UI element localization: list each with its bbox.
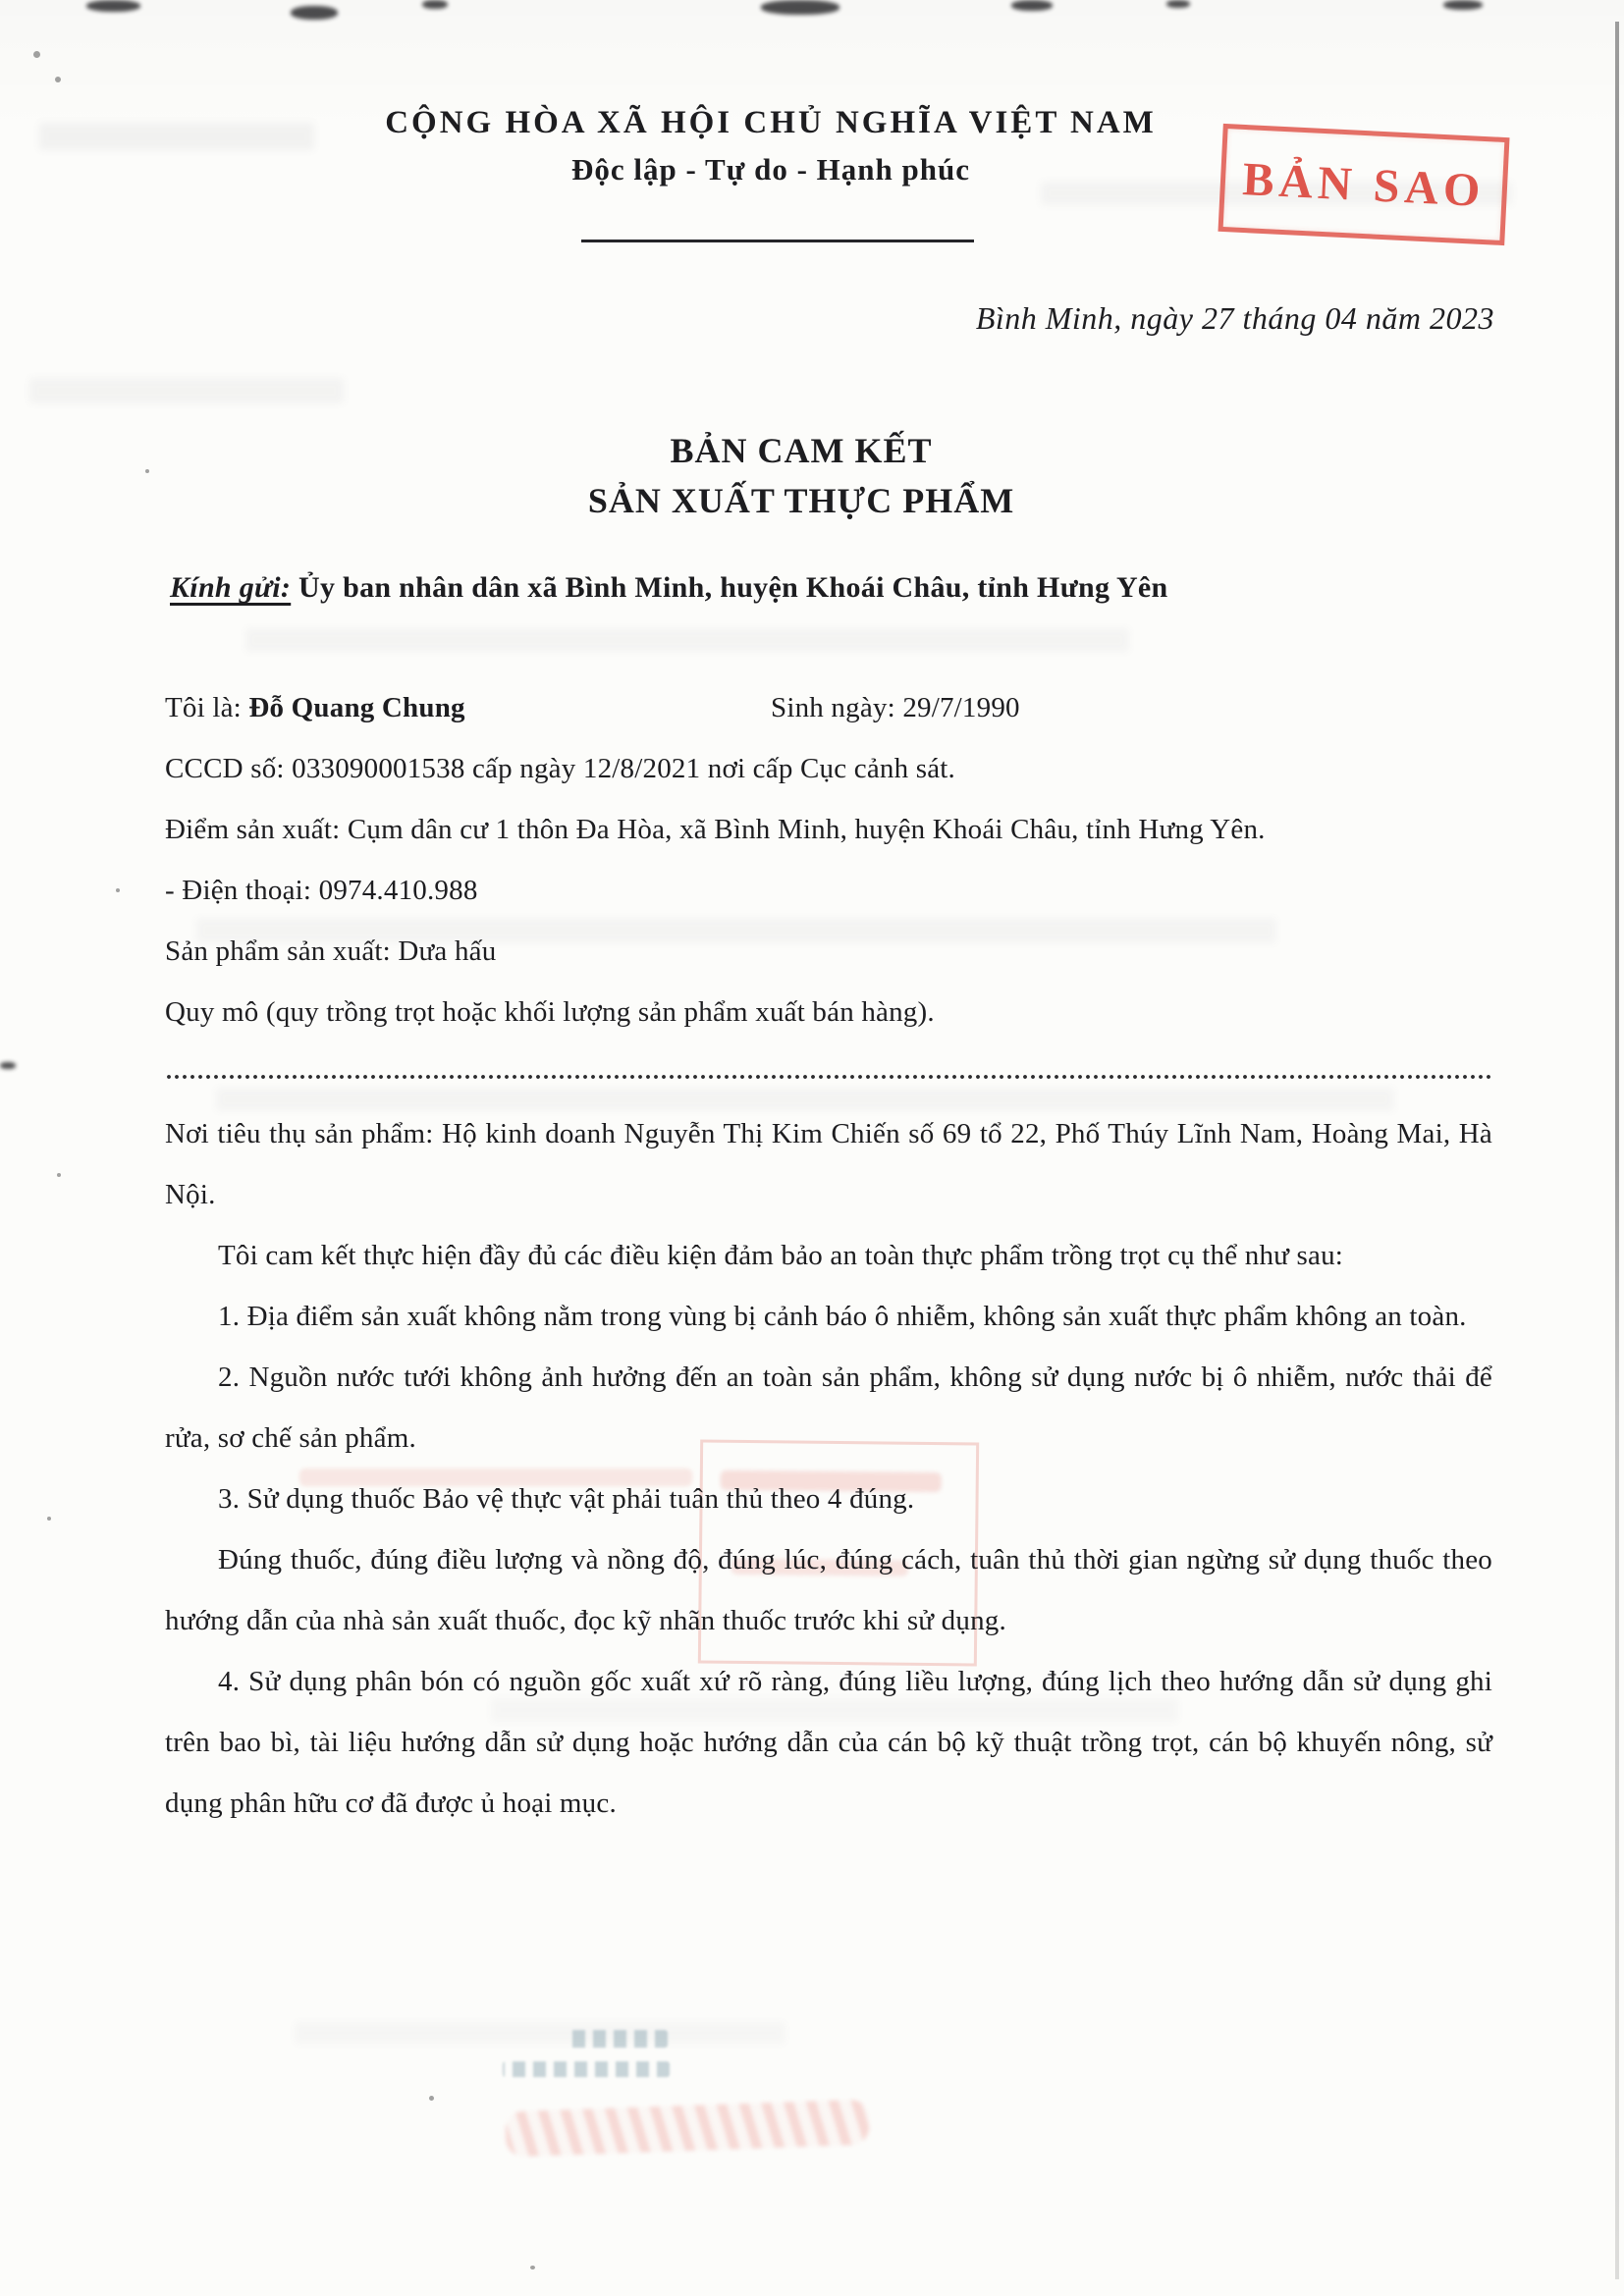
scan-smudge (291, 6, 338, 20)
scan-grayband (29, 378, 344, 403)
scan-speck (55, 77, 61, 82)
document-title-line1: BẢN CAM KẾT (670, 431, 933, 470)
national-header-line1: CỘNG HÒA XÃ HỘI CHỦ NGHĨA VIỆT NAM (385, 105, 1157, 140)
consumption-line: Nơi tiêu thụ sản phẩm: Hộ kinh doanh Nguyễn Thị Kim Chiến số 69 tổ 22, Phố Thúy Lĩnh Nam, Hoàng Mai, Hà Nội. (165, 1118, 1492, 1210)
scan-speck (33, 51, 40, 58)
commitment-item-1: 1. Địa điểm sản xuất không nằm trong vùng bị cảnh báo ô nhiễm, không sản xuất thực phẩm không an toàn. (218, 1301, 1467, 1332)
motto-underline (581, 240, 974, 242)
scan-smudge (1443, 0, 1483, 10)
scan-smudge (1166, 0, 1190, 8)
scan-speck (530, 2266, 535, 2269)
document-body (165, 677, 1492, 1834)
declarant-name: Đỗ Quang Chung (248, 692, 465, 723)
recipient-label: Kính gửi: (170, 571, 292, 604)
document-title-line2: SẢN XUẤT THỰC PHẨM (587, 481, 1015, 520)
scan-smudge (1011, 0, 1053, 11)
scan-grayband (245, 628, 1129, 652)
scan-smudge (0, 1062, 16, 1069)
phone-line: - Điện thoại: 0974.410.988 (165, 875, 478, 906)
commitment-item-2: 2. Nguồn nước tưới không ảnh hưởng đến an toàn sản phẩm, không sử dụng nước bị ô nhiễm, nước thải để rửa, sơ chế sản phẩm. (165, 1362, 1492, 1454)
declarant-id-line: CCCD số: 033090001538 cấp ngày 12/8/2021 nơi cấp Cục cảnh sát. (165, 753, 956, 784)
document-title (147, 426, 1455, 526)
bleedthrough-caption-line (503, 2061, 670, 2077)
recipient-value: Ủy ban nhân dân xã Bình Minh, huyện Khoái Châu, tỉnh Hưng Yên (291, 571, 1168, 604)
scan-speck (116, 888, 120, 892)
declarant-birthdate: Sinh ngày: 29/7/1990 (771, 692, 1020, 723)
dotted-fill-line (165, 1042, 1492, 1103)
copy-stamp-label: BẢN SAO (1241, 152, 1487, 217)
scan-speck (429, 2096, 434, 2101)
declarant-name-line (165, 677, 1492, 738)
dateline: Bình Minh, ngày 27 tháng 04 năm 2023 (975, 300, 1494, 336)
commitment-item-4: Đúng thuốc, đúng điều lượng và nồng độ, đúng lúc, đúng cách, tuân thủ thời gian ngừng sử dụng thuốc theo hướng dẫn của nhà sản xuất thuốc, đọc kỹ nhãn thuốc trước khi sử dụng. (165, 1544, 1492, 1636)
commitment-item-5: 4. Sử dụng phân bón có nguồn gốc xuất xứ rõ ràng, đúng liều lượng, đúng lịch theo hướng dẫn sử dụng ghi trên bao bì, tài liệu hướng dẫn sử dụng hoặc hướng dẫn của cán bộ kỹ thuật trồng trọt, cán bộ khuyến nông, sử dụng phân hữu cơ đã được ủ hoại mục. (165, 1666, 1492, 1819)
scan-smudge (86, 0, 140, 12)
scan-smudge (422, 0, 448, 9)
recipient-line (170, 571, 1168, 605)
copy-stamp (1218, 124, 1509, 245)
national-header (137, 104, 1404, 187)
scan-speck (47, 1517, 51, 1521)
commitment-intro: Tôi cam kết thực hiện đầy đủ các điều kiện đảm bảo an toàn thực phẩm trồng trọt cụ thể như sau: (218, 1240, 1344, 1271)
scan-speck (57, 1173, 61, 1177)
scan-edge-shadow (1615, 22, 1619, 2279)
bleedthrough-signature (505, 2100, 869, 2158)
commitment-item-3: 3. Sử dụng thuốc Bảo vệ thực vật phải tuân thủ theo 4 đúng. (218, 1483, 915, 1515)
scan-smudge (761, 0, 839, 15)
product-line: Sản phẩm sản xuất: Dưa hấu (165, 935, 497, 967)
scan-grayband (295, 2022, 785, 2044)
declarant-name-label: Tôi là: (165, 692, 249, 723)
production-site-line: Điểm sản xuất: Cụm dân cư 1 thôn Đa Hòa, xã Bình Minh, huyện Khoái Châu, tỉnh Hưng Yên. (165, 814, 1266, 845)
scale-line: Quy mô (quy trồng trọt hoặc khối lượng sản phẩm xuất bán hàng). (165, 996, 935, 1028)
bleedthrough-caption-line (565, 2030, 668, 2048)
national-motto: Độc lập - Tự do - Hạnh phúc (571, 151, 970, 187)
